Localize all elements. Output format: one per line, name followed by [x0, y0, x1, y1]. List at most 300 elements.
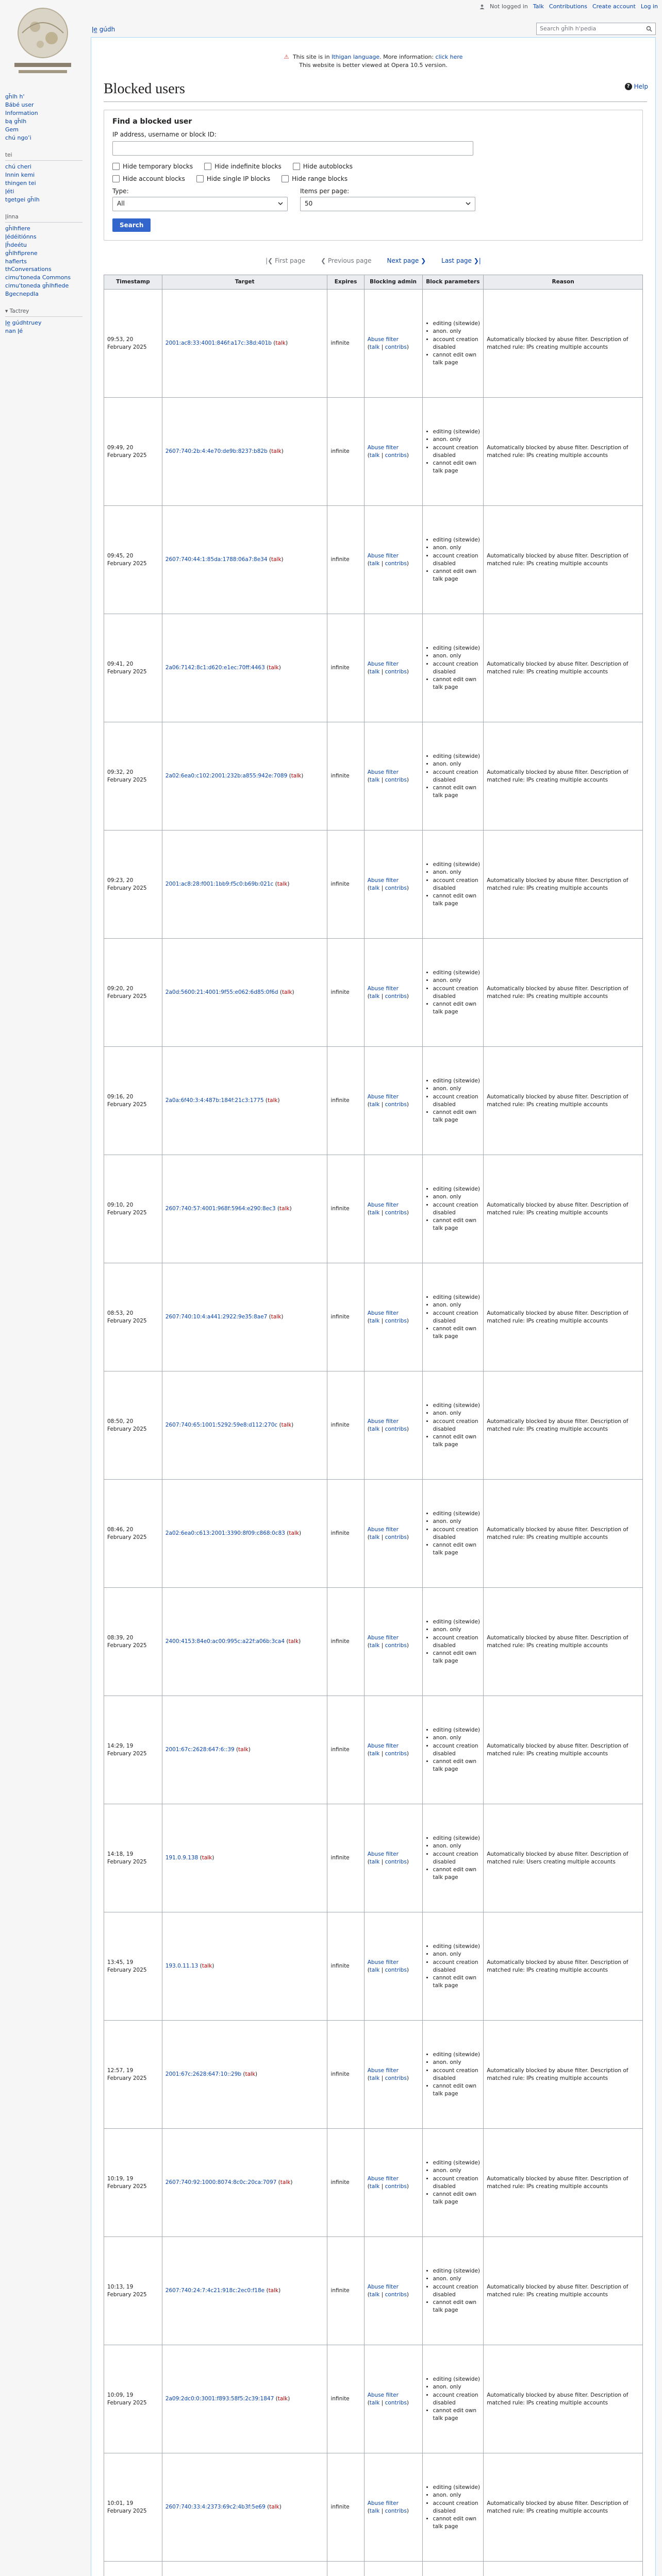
admin-tools: (talk | contribs)	[367, 2075, 409, 2081]
admin-contribs-link[interactable]: contribs	[385, 344, 407, 350]
checkbox-box[interactable]	[204, 163, 211, 170]
table-row	[104, 506, 643, 614]
timestamp-cell: 10:09, 19 February 2025	[104, 2345, 162, 2453]
talk-link[interactable]: talk	[202, 1963, 212, 1970]
sidebar-group-3-item[interactable]: Bgecnepdla	[5, 291, 39, 298]
column-header[interactable]: Reason	[484, 275, 643, 290]
title-divider	[104, 101, 647, 102]
talk-link[interactable]: talk	[269, 2504, 279, 2511]
table-row	[104, 1155, 643, 1263]
checkbox-box[interactable]	[112, 163, 120, 170]
sidebar-group-2-item[interactable]: ǀéti	[5, 188, 14, 195]
filter-checkbox[interactable]	[293, 163, 353, 170]
admin-link[interactable]: Abuse filter	[367, 877, 399, 884]
admin-talk-link[interactable]: talk	[369, 560, 380, 567]
tab-special-page[interactable]: ǀe̲ gúdh	[92, 26, 115, 33]
target-ip-link[interactable]: 191.0.9.138	[165, 1855, 198, 1861]
per-page-select[interactable]	[300, 197, 475, 211]
target-cell: 2607:740:24:7:4c21:918c:2ec0:f18e (talk)	[162, 2237, 327, 2345]
block-parameter: • editing (sitewide)	[433, 2484, 481, 2492]
target-cell: 2001:67c:2628:647:10::29b (talk)	[162, 2021, 327, 2129]
admin-tools: (talk | contribs)	[367, 2291, 409, 2298]
reason-cell: Automatically blocked by abuse filter. Description of matched rule: IPs creating multiple accounts	[484, 1371, 643, 1480]
create-account-link[interactable]: Create account	[592, 3, 636, 10]
filter-checkbox[interactable]	[196, 175, 270, 182]
column-header[interactable]: Expires	[327, 275, 364, 290]
admin-talk-link[interactable]: talk	[369, 452, 380, 459]
target-cell: 2607:740:33:4:2373:69c2:4b3f:5e69 (talk)	[162, 2453, 327, 2562]
block-parameter: • editing (sitewide)	[433, 1402, 481, 1410]
sidebar-group-3-item[interactable]: ǀédéitiónns	[5, 233, 37, 240]
talk-link[interactable]: talk	[282, 989, 292, 996]
block-parameter: • cannot edit own talk page	[433, 1001, 481, 1016]
admin-talk-link[interactable]: talk	[369, 344, 380, 350]
admin-link[interactable]: Abuse filter	[367, 1418, 399, 1425]
admin-link[interactable]: Abuse filter	[367, 769, 399, 775]
type-select[interactable]	[112, 197, 288, 211]
admin-link[interactable]: Abuse filter	[367, 2067, 399, 2074]
admin-talk-link[interactable]: talk	[369, 2183, 380, 2190]
reason-cell: Automatically blocked by abuse filter. Description of matched rule: Users creating multiple accounts	[484, 1804, 643, 1912]
block-parameter: • cannot edit own talk page	[433, 784, 481, 800]
timestamp-cell: 10:13, 19 February 2025	[104, 2237, 162, 2345]
admin-link[interactable]: Abuse filter	[367, 2392, 399, 2398]
expires-cell: infinite	[327, 1047, 364, 1155]
expires-cell: infinite	[327, 2129, 364, 2237]
target-ip-link[interactable]: 2001:ac8:28:f001:1bb9:f5c0:b69b:021c	[165, 881, 274, 888]
type-field	[112, 188, 288, 211]
admin-talk-link[interactable]: talk	[369, 1317, 380, 1324]
search-placeholder: Search gh̄lh h'pedia	[540, 25, 597, 32]
block-parameter: • account creation disabled	[433, 1851, 481, 1866]
blocking-admin-cell	[364, 2345, 422, 2453]
sidebar-group-2-heading: tei	[5, 151, 82, 161]
table-row	[104, 290, 643, 398]
block-parameters-cell	[422, 831, 484, 939]
search-input[interactable]	[536, 23, 656, 35]
admin-talk-link[interactable]: talk	[369, 1534, 380, 1540]
target-cell: 2a02:6ea0:c613:2001:3390:8f09:c868:0c83 (talk)	[162, 1480, 327, 1588]
timestamp-cell	[104, 2562, 162, 2576]
block-search-form	[104, 110, 643, 241]
block-parameters-cell	[422, 1371, 484, 1480]
admin-talk-link[interactable]: talk	[369, 1209, 380, 1216]
target-ip-link[interactable]: 2a02:6ea0:c102:2001:232b:a855:942e:7089	[165, 773, 288, 779]
admin-contribs-link[interactable]: contribs	[385, 1317, 407, 1324]
talk-link[interactable]: talk	[289, 1530, 299, 1537]
next-page-label: Next page	[387, 257, 419, 264]
block-parameters-list	[426, 2159, 481, 2206]
timestamp-cell: 12:57, 19 February 2025	[104, 2021, 162, 2129]
admin-contribs-link[interactable]: contribs	[385, 1534, 407, 1540]
target-ip-link[interactable]: 2607:740:44:1:85da:1788:06a7:8e34	[165, 556, 268, 563]
talk-link[interactable]: talk	[291, 773, 302, 779]
blocking-admin-cell	[364, 939, 422, 1047]
reason-cell: Automatically blocked by abuse filter. Description of matched rule: IPs creating multiple accounts	[484, 831, 643, 939]
block-parameter: • cannot edit own talk page	[433, 1650, 481, 1665]
target-ip-link[interactable]: 2001:67c:2628:647:6::39	[165, 1747, 235, 1753]
block-parameter: • cannot edit own talk page	[433, 1541, 481, 1557]
checkbox-box[interactable]	[282, 175, 289, 182]
filter-checkbox[interactable]	[112, 175, 185, 182]
click-here-link[interactable]: click here	[435, 54, 463, 60]
sidebar-nav-item[interactable]: Information	[5, 109, 38, 116]
talk-link[interactable]: Talk	[533, 3, 544, 10]
block-parameter: • editing (sitewide)	[433, 536, 481, 544]
admin-link[interactable]: Abuse filter	[367, 1742, 399, 1749]
blocking-admin-cell	[364, 2562, 422, 2576]
admin-contribs-link[interactable]: contribs	[385, 1209, 407, 1216]
admin-link[interactable]: Abuse filter	[367, 444, 399, 451]
block-parameter: • account creation disabled	[433, 985, 481, 1001]
block-parameters-cell	[422, 2129, 484, 2237]
block-parameters-list	[426, 1294, 481, 1341]
admin-contribs-link[interactable]: contribs	[385, 2291, 407, 2298]
block-parameters-list	[426, 2051, 481, 2098]
sidebar-group-3-heading: ǀínna	[5, 213, 82, 223]
block-parameters-list	[426, 645, 481, 691]
admin-talk-link[interactable]: talk	[369, 2507, 380, 2514]
timestamp-cell: 14:29, 19 February 2025	[104, 1696, 162, 1804]
reason-cell: Automatically blocked by abuse filter. Description of matched rule: IPs creating multiple accounts	[484, 1912, 643, 2021]
expires-cell: infinite	[327, 290, 364, 398]
expires-cell: infinite	[327, 1804, 364, 1912]
admin-talk-link[interactable]: talk	[369, 1750, 380, 1757]
block-parameters-cell	[422, 1912, 484, 2021]
admin-talk-link[interactable]: talk	[369, 993, 380, 999]
talk-link[interactable]: talk	[238, 1747, 249, 1753]
block-parameters-cell	[422, 2453, 484, 2562]
admin-contribs-link[interactable]: contribs	[385, 668, 407, 675]
sidebar	[5, 93, 82, 345]
target-cell: 2001:ac8:33:4001:846f:a17c:38d:401b (talk)	[162, 290, 327, 398]
checkbox-label: Hide indefinite blocks	[214, 163, 282, 170]
target-input[interactable]	[112, 141, 473, 156]
user-icon	[479, 4, 485, 9]
block-parameter: • editing (sitewide)	[433, 1077, 481, 1085]
block-parameter: • anon. only	[433, 2059, 481, 2066]
target-ip-link[interactable]: 2a06:7142:8c1:d620:e1ec:70ff:4463	[165, 665, 265, 671]
sidebar-group-4-heading[interactable]: ▾ Tactrey	[5, 308, 82, 317]
block-parameters-list	[426, 1943, 481, 1990]
talk-link[interactable]: talk	[281, 1422, 292, 1429]
target-ip-link[interactable]: 2607:740:65:1001:5292:59e8:d112:270c	[165, 1422, 278, 1429]
blocking-admin-cell	[364, 831, 422, 939]
admin-contribs-link[interactable]: contribs	[385, 1101, 407, 1108]
talk-link[interactable]: talk	[268, 2287, 279, 2294]
admin-link[interactable]: Abuse filter	[367, 336, 399, 343]
target-ip-link[interactable]: 2607:740:33:4:2373:69c2:4b3f:5e69	[165, 2504, 266, 2511]
admin-talk-link[interactable]: talk	[369, 1642, 380, 1649]
block-parameter: • account creation disabled	[433, 2392, 481, 2407]
reason-cell: Automatically blocked by abuse filter. Description of matched rule: IPs creating multiple accounts	[484, 2021, 643, 2129]
target-ip-link[interactable]: 2400:4153:84e0:ac00:995c:a22f:a06b:3ca4	[165, 1638, 285, 1645]
admin-talk-link[interactable]: talk	[369, 1426, 380, 1432]
admin-talk-link[interactable]: talk	[369, 1101, 380, 1108]
per-page-field	[300, 188, 475, 211]
block-parameter: • cannot edit own talk page	[433, 892, 481, 908]
target-ip-link[interactable]: 2607:740:57:4001:968f:5964:e290:8ec3	[165, 1206, 276, 1212]
admin-contribs-link[interactable]: contribs	[385, 885, 407, 891]
checkbox-label: Hide single IP blocks	[206, 175, 271, 182]
block-parameter: • account creation disabled	[433, 2067, 481, 2082]
admin-link[interactable]: Abuse filter	[367, 660, 399, 667]
block-parameters-list	[426, 1835, 481, 1882]
block-parameters-cell	[422, 506, 484, 614]
target-ip-link[interactable]: 2607:740:24:7:4c21:918c:2ec0:f18e	[165, 2287, 265, 2294]
sidebar-group-3-item[interactable]: haflerts	[5, 258, 27, 265]
timestamp-cell: 09:41, 20 February 2025	[104, 614, 162, 722]
admin-talk-link[interactable]: talk	[369, 2399, 380, 2406]
page-tabs	[91, 24, 116, 35]
target-label: IP address, username or block ID:	[112, 131, 217, 138]
talk-link[interactable]: talk	[202, 1855, 212, 1861]
sidebar-group-3-item[interactable]: cimu'toneda gh̄lhfiede	[5, 282, 69, 290]
talk-link[interactable]: talk	[271, 1314, 282, 1320]
block-parameters-list	[426, 1077, 481, 1124]
admin-contribs-link[interactable]: contribs	[385, 2399, 407, 2406]
admin-talk-link[interactable]: talk	[369, 776, 380, 783]
sidebar-group-3-item[interactable]: gh̄lhfiprene	[5, 249, 38, 257]
admin-tools: (talk | contribs)	[367, 1534, 409, 1540]
block-parameter: • anon. only	[433, 544, 481, 552]
block-parameter: • anon. only	[433, 1301, 481, 1309]
talk-link[interactable]: talk	[280, 2179, 291, 2186]
admin-contribs-link[interactable]: contribs	[385, 2075, 407, 2081]
admin-tools: (talk | contribs)	[367, 560, 409, 567]
sidebar-group-3-item[interactable]: gh̄lhfiere	[5, 225, 30, 232]
sidebar-group-2-item[interactable]: thingen tei	[5, 179, 36, 187]
admin-talk-link[interactable]: talk	[369, 2291, 380, 2298]
blocking-admin-cell	[364, 2237, 422, 2345]
first-page-link	[266, 257, 305, 264]
last-page-link[interactable]	[441, 257, 481, 264]
expires-cell: infinite	[327, 2021, 364, 2129]
site-logo[interactable]	[4, 2, 81, 79]
target-cell	[162, 2562, 327, 2576]
admin-link[interactable]: Abuse filter	[367, 2283, 399, 2290]
sidebar-group-3-item[interactable]: thConversations	[5, 266, 52, 273]
checkbox-box[interactable]	[112, 175, 120, 182]
search-button[interactable]: Search	[112, 218, 151, 232]
next-page-link[interactable]	[387, 257, 426, 264]
reason-cell: Automatically blocked by abuse filter. Description of matched rule: IPs creating multiple accounts	[484, 614, 643, 722]
talk-link[interactable]: talk	[269, 665, 279, 671]
sidebar-nav-item[interactable]: chú ngoʼi	[5, 134, 31, 141]
help-link[interactable]	[625, 83, 648, 90]
block-parameter: • editing (sitewide)	[433, 320, 481, 328]
admin-tools: (talk | contribs)	[367, 668, 409, 675]
sidebar-group-3-item[interactable]: ǀh̄deétu	[5, 241, 27, 248]
reason-cell	[484, 2562, 643, 2576]
admin-link[interactable]: Abuse filter	[367, 1851, 399, 1857]
admin-tools: (talk | contribs)	[367, 993, 409, 999]
target-cell: 2607:740:65:1001:5292:59e8:d112:270c (talk)	[162, 1371, 327, 1480]
sidebar-group-2-item[interactable]: chú cheri	[5, 163, 31, 170]
filter-checkbox[interactable]	[282, 175, 347, 182]
talk-link[interactable]: talk	[275, 340, 286, 347]
block-parameter: • anon. only	[433, 1193, 481, 1201]
table-row	[104, 1912, 643, 2021]
admin-talk-link[interactable]: talk	[369, 1967, 380, 1973]
talk-link[interactable]: talk	[271, 448, 282, 455]
reason-cell: Automatically blocked by abuse filter. Description of matched rule: IPs creating multiple accounts	[484, 2237, 643, 2345]
contributions-link[interactable]: Contributions	[549, 3, 587, 10]
block-parameter: • account creation disabled	[433, 336, 481, 351]
table-row	[104, 2237, 643, 2345]
admin-contribs-link[interactable]: contribs	[385, 2507, 407, 2514]
sidebar-nav-item[interactable]: bą gh̄lh	[5, 117, 27, 125]
search-icon[interactable]	[646, 26, 652, 33]
filter-checkbox[interactable]	[112, 163, 193, 170]
block-parameter: • anon. only	[433, 1951, 481, 1958]
target-ip-link[interactable]: 2a09:2dc0:0:3001:f893:58f5:2c39:1847	[165, 2396, 274, 2402]
target-ip-link[interactable]: 2607:740:2b:4:4e70:de9b:8237:b82b	[165, 448, 268, 455]
table-row	[104, 722, 643, 831]
admin-tools: (talk | contribs)	[367, 776, 409, 783]
blocks-table	[104, 275, 643, 2576]
block-parameters-cell	[422, 1480, 484, 1588]
talk-link[interactable]: talk	[245, 2071, 256, 2078]
column-header[interactable]: Blocking admin	[364, 275, 422, 290]
target-ip-link[interactable]: 2607:740:92:1000:8074:8c0c:20ca:7097	[165, 2179, 277, 2186]
admin-contribs-link[interactable]: contribs	[385, 1750, 407, 1757]
admin-talk-link[interactable]: talk	[369, 885, 380, 891]
block-parameter: • account creation disabled	[433, 1418, 481, 1433]
sidebar-nav-item[interactable]: Bábé user	[5, 101, 34, 108]
talk-link[interactable]: talk	[267, 1097, 278, 1104]
select-row	[112, 188, 634, 211]
block-parameter: • account creation disabled	[433, 1526, 481, 1541]
target-ip-link[interactable]: 2001:ac8:33:4001:846f:a17c:38d:401b	[165, 340, 272, 347]
block-parameter: • cannot edit own talk page	[433, 351, 481, 367]
block-parameters-cell	[422, 2562, 484, 2576]
admin-link[interactable]: Abuse filter	[367, 552, 399, 559]
admin-link[interactable]: Abuse filter	[367, 985, 399, 992]
expires-cell: infinite	[327, 831, 364, 939]
block-parameter: • editing (sitewide)	[433, 1835, 481, 1842]
talk-link[interactable]: talk	[277, 881, 288, 888]
sidebar-nav-item[interactable]: gh̄lh h'	[5, 93, 25, 100]
expires-cell: infinite	[327, 1155, 364, 1263]
admin-link[interactable]: Abuse filter	[367, 1634, 399, 1641]
block-parameter: • cannot edit own talk page	[433, 2299, 481, 2314]
talk-link[interactable]: talk	[288, 1638, 299, 1645]
admin-link[interactable]: Abuse filter	[367, 1310, 399, 1316]
target-cell: 193.0.11.13 (talk)	[162, 1912, 327, 2021]
timestamp-cell: 14:18, 19 February 2025	[104, 1804, 162, 1912]
block-parameter: • cannot edit own talk page	[433, 568, 481, 583]
target-ip-link[interactable]: 2a02:6ea0:c613:2001:3390:8f09:c868:0c83	[165, 1530, 285, 1537]
table-row	[104, 1371, 643, 1480]
site-notice-more: . More information:	[379, 54, 434, 60]
admin-link[interactable]: Abuse filter	[367, 1526, 399, 1533]
expires-cell: infinite	[327, 939, 364, 1047]
talk-link[interactable]: talk	[277, 2396, 288, 2402]
block-parameter: • anon. only	[433, 1734, 481, 1742]
timestamp-cell: 08:39, 20 February 2025	[104, 1588, 162, 1696]
talk-link[interactable]: talk	[279, 1206, 290, 1212]
sidebar-group-2-item[interactable]: tgetgei gh̄lh	[5, 196, 40, 203]
admin-contribs-link[interactable]: contribs	[385, 1858, 407, 1865]
block-parameter: • editing (sitewide)	[433, 1510, 481, 1518]
admin-contribs-link[interactable]: contribs	[385, 452, 407, 459]
column-header[interactable]: Block parameters	[422, 275, 484, 290]
site-notice-text: This site is in	[292, 54, 330, 60]
reason-cell: Automatically blocked by abuse filter. Description of matched rule: IPs creating multiple accounts	[484, 506, 643, 614]
talk-link[interactable]: talk	[271, 556, 282, 563]
admin-contribs-link[interactable]: contribs	[385, 993, 407, 999]
checkbox-box[interactable]	[196, 175, 204, 182]
filter-checkbox[interactable]	[204, 163, 282, 170]
admin-link[interactable]: Abuse filter	[367, 2500, 399, 2506]
admin-talk-link[interactable]: talk	[369, 668, 380, 675]
block-parameter: • cannot edit own talk page	[433, 1433, 481, 1449]
admin-contribs-link[interactable]: contribs	[385, 1967, 407, 1973]
admin-link[interactable]: Abuse filter	[367, 1959, 399, 1965]
block-parameter: • editing (sitewide)	[433, 2159, 481, 2167]
admin-talk-link[interactable]: talk	[369, 2075, 380, 2081]
checkbox-box[interactable]	[293, 163, 300, 170]
block-parameter: • editing (sitewide)	[433, 1294, 481, 1301]
admin-contribs-link[interactable]: contribs	[385, 1426, 407, 1432]
sidebar-group-2-item[interactable]: Innin kemi	[5, 171, 35, 178]
blocking-admin-cell	[364, 1263, 422, 1371]
sidebar-group-2	[5, 151, 82, 204]
table-row	[104, 2345, 643, 2453]
block-parameter: • editing (sitewide)	[433, 2267, 481, 2275]
target-ip-link[interactable]: 2001:67c:2628:647:10::29b	[165, 2071, 242, 2078]
block-parameter: • cannot edit own talk page	[433, 1325, 481, 1341]
admin-contribs-link[interactable]: contribs	[385, 1642, 407, 1649]
target-ip-link[interactable]: 193.0.11.13	[165, 1963, 198, 1970]
sidebar-group-4-item[interactable]: nan ǀé	[5, 328, 23, 335]
blocking-admin-cell	[364, 1804, 422, 1912]
block-parameter: • account creation disabled	[433, 1201, 481, 1217]
table-body	[104, 290, 643, 2576]
admin-contribs-link[interactable]: contribs	[385, 2183, 407, 2190]
expires-cell: infinite	[327, 614, 364, 722]
table-row	[104, 1696, 643, 1804]
language-link[interactable]: Ithigan language	[332, 54, 380, 60]
reason-cell: Automatically blocked by abuse filter. Description of matched rule: IPs creating multiple accounts	[484, 1588, 643, 1696]
admin-link[interactable]: Abuse filter	[367, 2175, 399, 2182]
checkbox-row-1	[112, 163, 634, 170]
block-parameter: • editing (sitewide)	[433, 2376, 481, 2383]
not-logged-in-text: Not logged in	[490, 3, 528, 10]
block-parameters-list	[426, 428, 481, 475]
target-ip-link[interactable]: 2607:740:10:4:a441:2922:9e35:8ae7	[165, 1314, 268, 1320]
sidebar-group-4-item[interactable]: ǀe̲ gúdhtruey	[5, 319, 42, 327]
block-parameters-cell	[422, 2345, 484, 2453]
admin-talk-link[interactable]: talk	[369, 1858, 380, 1865]
timestamp-cell: 10:19, 19 February 2025	[104, 2129, 162, 2237]
sidebar-nav-item[interactable]: Gem	[5, 126, 19, 133]
column-header[interactable]: Timestamp	[104, 275, 162, 290]
admin-tools: (talk | contribs)	[367, 1317, 409, 1324]
sidebar-group-3-item[interactable]: cimu'toneda Commons	[5, 274, 71, 281]
admin-link[interactable]: Abuse filter	[367, 1093, 399, 1100]
column-header[interactable]: Target	[162, 275, 327, 290]
block-parameter: • editing (sitewide)	[433, 861, 481, 869]
admin-link[interactable]: Abuse filter	[367, 1201, 399, 1208]
log-in-link[interactable]: Log in	[640, 3, 658, 10]
admin-contribs-link[interactable]: contribs	[385, 776, 407, 783]
target-ip-link[interactable]: 2a0d:5600:21:4001:9f55:e062:6d85:0f6d	[165, 989, 278, 996]
admin-contribs-link[interactable]: contribs	[385, 560, 407, 567]
target-ip-link[interactable]: 2a0a:6f40:3:4:487b:184f:21c3:1775	[165, 1097, 264, 1104]
block-parameter: • account creation disabled	[433, 552, 481, 568]
